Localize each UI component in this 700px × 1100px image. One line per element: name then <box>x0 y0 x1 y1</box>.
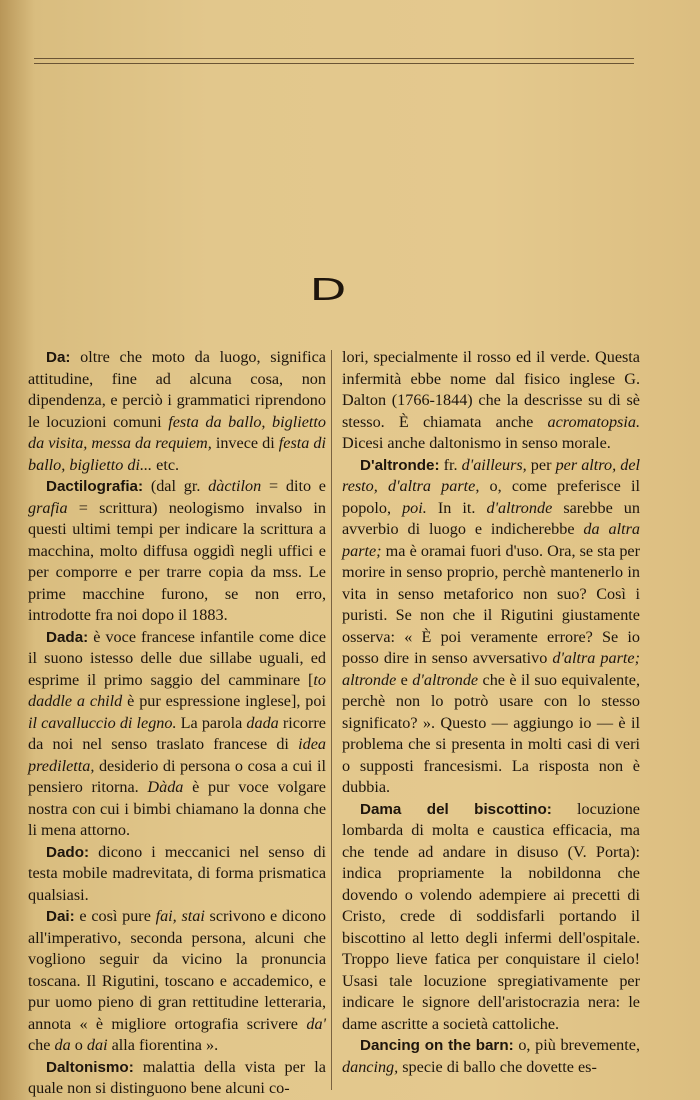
entry-text: fr. <box>439 455 462 474</box>
italic-term: il cavalluccio di legno. <box>28 713 177 732</box>
dictionary-entry-dado <box>28 842 326 907</box>
italic-term: altronde <box>342 670 397 689</box>
dictionary-entry-daltronde <box>342 455 640 799</box>
italic-term: d'altra parte; <box>552 649 640 667</box>
entry-headword: Dai: <box>46 908 75 925</box>
entry-text: Dicesi anche daltonismo in senso morale. <box>342 434 611 452</box>
top-rule <box>34 58 634 59</box>
italic-term: d'altronde <box>412 670 479 689</box>
italic-term: acromatopsia. <box>547 412 640 431</box>
entry-text: = scrittura) neologismo invalso in questi ultimi tempi per indicare la scrittura a macchina, molto diffusa oggidì negli uffici e per comporre e per trarre copia da mss. Le prime macchine furono, se non erro, introdotte fra noi dopo il 1883. <box>28 498 326 624</box>
entry-text: è voce francese infantile come dice il suono istesso delle due sillabe uguali, ed esprime il primo saggio del camminare [ <box>28 627 326 689</box>
entry-text: invece di <box>211 434 279 452</box>
italic-term: d'altronde <box>486 498 553 517</box>
dictionary-entry-dai <box>28 906 326 1057</box>
entry-text: è pur voce volgare nostra con cui i bimbi chiamano la donna che li mena attorno. <box>28 778 326 839</box>
italic-term: da' <box>306 1014 326 1033</box>
entry-text: e <box>396 670 413 689</box>
entry-headword: Daltonismo: <box>46 1058 134 1076</box>
dictionary-entry-dada <box>28 627 326 842</box>
italic-term: dàctilon <box>208 477 262 495</box>
entry-text: e così pure <box>74 907 156 925</box>
italic-term: Dàda <box>147 778 184 796</box>
entry-headword: Dactilografia: <box>46 478 144 495</box>
italic-term: dancing, <box>342 1057 399 1076</box>
italic-term: festa di ballo, biglietto di... <box>28 434 326 474</box>
entry-text: dicono i meccanici nel senso di testa mobile madrevitata, di forma prismatica qualsiasi. <box>28 842 326 904</box>
entry-text: o, come preferisce il popolo, <box>342 477 640 517</box>
italic-term: to daddle a child <box>28 670 326 710</box>
italic-term: idea prediletta, <box>28 735 326 775</box>
dictionary-entry-daltonismo <box>28 1057 326 1100</box>
dictionary-entry-da <box>28 347 326 476</box>
entry-headword: Dado: <box>46 843 90 861</box>
dictionary-entry-dancing-on-the-barn <box>342 1035 640 1078</box>
entry-headword: Dancing on the barn: <box>360 1037 514 1054</box>
entry-text: desiderio di persona o cosa a cui il pensiero ritorna. <box>28 756 326 796</box>
entry-headword: Dada: <box>46 628 89 646</box>
entry-text: o, più brevemente, <box>513 1036 641 1054</box>
entry-text: = dito e <box>261 477 326 495</box>
entry-text: In it. <box>426 498 487 517</box>
entry-text: è pur espressione inglese], poi <box>122 692 326 710</box>
entry-headword: Da: <box>46 349 71 366</box>
entry-text: scrivono e dicono all'imperativo, seconda persona, alcuni che vogliono seguir da vicino la pronuncia toscana. Il Rigutini, toscano e accademico, e pur uomo pieno di gran rettitudine letteraria, annota « è migliore ortografia scrivere <box>28 907 326 1033</box>
entry-text: specie di ballo che dovette es- <box>398 1057 597 1076</box>
entry-text: ma è oramai fuori d'uso. Ora, se sta per morire in senso proprio, perchè mantenerlo in vita in senso metaforico non suo? Così i puristi. Se non che il Rigutini giustamente osserva: « È poi veramente errore? Se io posso dire in senso avversativo <box>342 541 640 667</box>
italic-term: da altra parte; <box>342 520 641 560</box>
entry-text: sarebbe un avverbio di luogo e indicherebbe <box>342 498 640 538</box>
italic-term: poi. <box>402 498 427 517</box>
italic-term: fai, stai <box>155 907 205 925</box>
entry-headword: Dama del biscottino: <box>360 800 552 818</box>
italic-term: dai <box>86 1036 108 1054</box>
dictionary-entry-dactilografia <box>28 476 326 627</box>
entry-text: malattia della vista per la quale non si distinguono bene alcuni co- <box>28 1057 326 1097</box>
column-divider <box>331 350 332 1090</box>
dictionary-entry-dama-del-biscottino <box>342 799 640 1036</box>
entry-text: ricorre da noi nel senso traslato francese di <box>28 713 326 753</box>
entry-text: per <box>526 455 556 474</box>
entry-text: che è il suo equivalente, perchè non lo potrò usare con lo stesso significato? ». Questo — aggiungo io — è il problema che si presenta in molti casi di veri o supposti francesismi. La risposta non è dubbia. <box>342 670 640 796</box>
italic-term: grafia <box>28 498 68 517</box>
right-column <box>342 347 640 1078</box>
entry-headword: D'altronde: <box>360 456 440 474</box>
entry-text: o <box>70 1036 87 1054</box>
entry-text: locuzione lombarda di molta e caustica efficacia, ma che tende ad andare in disuso (V. Porta): indica propriamente la nobildonna che dovendo o volendo adempiere ai precetti di Cristo, crede di soddisfarli portando il biscottino al letto degli infermi dell'ospitale. Troppo lieve fatica per conquistare il cielo! Usasi tale locuzione spregiativamente per indicare le signore dell'aristocrazia nera: le dame ascritte a società cattoliche. <box>342 799 640 1033</box>
entry-text: oltre che moto da luogo, significa attitudine, fine ad alcuna cosa, non dipendenza, e perciò i grammatici riprendono le locuzioni comuni <box>28 348 326 431</box>
entry-text: (dal gr. <box>143 477 209 495</box>
entry-text: etc. <box>152 455 180 474</box>
section-letter-heading: D <box>309 273 347 308</box>
italic-term: da <box>54 1036 71 1054</box>
italic-term: festa da ballo, biglietto da visita, messa da requiem, <box>28 412 326 452</box>
italic-term: dada <box>246 713 279 732</box>
entry-text: La parola <box>176 713 247 732</box>
entry-text: lori, specialmente il rosso ed il verde. Questa infermità ebbe nome dal fisico inglese G. Dalton (1766-1844) che la descrisse su di sè stesso. È chiamata anche <box>342 348 640 431</box>
left-column <box>28 347 326 1100</box>
entry-text: alla fiorentina ». <box>107 1036 219 1054</box>
italic-term: per altro, del resto, d'altra parte, <box>342 455 640 495</box>
top-rule-thin <box>34 63 634 64</box>
entry-text: che <box>28 1036 55 1054</box>
italic-term: d'ailleurs, <box>461 455 527 474</box>
dictionary-entry-daltonismo-cont <box>342 347 640 455</box>
